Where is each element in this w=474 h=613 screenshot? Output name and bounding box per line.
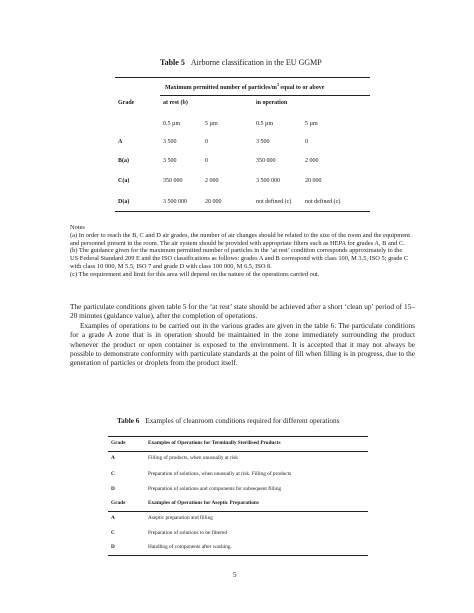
table6-mid-rule bbox=[108, 511, 368, 512]
table6-row-grade: D bbox=[111, 544, 115, 550]
table6-row-text: Preparation of solutions to be filtered bbox=[148, 530, 227, 536]
table5-col-in-operation: in operation bbox=[256, 100, 288, 106]
body-paragraph-1: The particulate conditions given table 5 for the ‘at rest’ state should be achieved after a short ‘clean up’ period of 15–20 minutes (guidance value), after the completion of operations. bbox=[70, 302, 415, 321]
table5-cell: 3 500 000 bbox=[256, 178, 280, 184]
note-b: (b) The guidance given for the maximum permitted number of particles in the ‘at rest’ condition corresponds approximately to the US Federal Standard 209 E and the ISO classifications as follows: grades A and B correspond with class 100, M 3.5, ISO 5; grade C with class 10 000, M 5.5, ISO 7 and grade D with class 100 000, M 6.5, ISO 8. bbox=[70, 247, 409, 270]
table5-caption-label: Table 5 bbox=[160, 58, 185, 67]
table6-caption bbox=[117, 417, 339, 425]
table6-row-text: Preparation of solutions, when unusually at risk. Filling of products bbox=[148, 471, 292, 477]
table5-size-4: 5 µm bbox=[305, 121, 318, 127]
table5-cell: 3 500 000 bbox=[163, 199, 187, 205]
table6-row-text: Filling of products, when unusually at risk bbox=[148, 455, 238, 461]
table5-span-header: Maximum permitted number of particles/$m^3$ equal to or above bbox=[165, 82, 325, 91]
table6-row-grade: C bbox=[111, 530, 115, 536]
table5-cell: 0 bbox=[305, 139, 308, 145]
table6-top-rule bbox=[108, 436, 368, 437]
table5-col-grade: Grade bbox=[118, 100, 135, 106]
table6-row-text: Aseptic preparation and filling bbox=[148, 515, 213, 521]
table6-row-grade: A bbox=[111, 515, 115, 521]
table5-cell: 20 000 bbox=[305, 178, 322, 184]
table5-row-grade: B(a) bbox=[118, 158, 129, 164]
body-paragraph-2: Examples of operations to be carried out in the various grades are given in the table 6. The particulate conditions for a grade A zone that is in operation should be maintained in the zone immediately surrounding the product whenever the product or open container is exposed to the environment. It is accepted that it may not always be possible to demonstrate conformity with particulate standards at the point of fill when filling is in progress, due to the generation of particles or droplets from the product itself. bbox=[70, 320, 415, 368]
body-paragraphs bbox=[70, 302, 415, 368]
notes-title: Notes bbox=[70, 224, 85, 231]
table5-top-rule bbox=[115, 77, 370, 78]
table6-row-text: Handling of components after washing. bbox=[148, 544, 232, 550]
table5-row-grade: A bbox=[118, 139, 123, 145]
table5-cell: 2 000 bbox=[305, 158, 319, 164]
table6-row-grade: D bbox=[111, 486, 115, 492]
table5-size-3: 0.5 µm bbox=[256, 121, 274, 127]
table5-span-rule bbox=[160, 95, 370, 96]
table5-size-1: 0.5 µm bbox=[163, 121, 181, 127]
table6-col-grade: Grade bbox=[111, 440, 126, 446]
table5-row-grade: C(a) bbox=[118, 178, 130, 184]
table6-header-rule bbox=[108, 451, 368, 452]
table6-bottom-rule bbox=[108, 555, 368, 556]
table5-cell: 3 500 bbox=[256, 139, 270, 145]
table6-row-text: Preparation of solutions and components for subsequent filling bbox=[148, 486, 282, 492]
table6-caption-text: Examples of cleanroom conditions required for different operations bbox=[145, 417, 340, 425]
table5-notes bbox=[70, 224, 410, 279]
page-number: 5 bbox=[233, 571, 237, 579]
table5-cell: 350 000 bbox=[163, 178, 183, 184]
table5-cell: 0 bbox=[205, 158, 208, 164]
table6-row-grade: C bbox=[111, 471, 115, 477]
table5-cell: not defined (c) bbox=[305, 199, 341, 205]
note-a: (a) In order to reach the B, C and D air grades, the number of air changes should be related to the size of the room and the equipment and personnel present in the room. The air system should be provided with appropriate filters such as HEPA for grades A, B and C. bbox=[70, 231, 411, 247]
note-c: (c) The requirement and limit for this area will depend on the nature of the operations carried out. bbox=[70, 270, 320, 278]
table6-heading-aseptic: Examples of Operations for Aseptic Preparations bbox=[148, 500, 259, 506]
table6-row-grade: A bbox=[111, 455, 115, 461]
table6-col-grade-2: Grade bbox=[111, 500, 126, 506]
table5-cell: 3 500 bbox=[163, 139, 177, 145]
table5-cell: 3 500 bbox=[163, 158, 177, 164]
table5-cell: 20 000 bbox=[205, 199, 222, 205]
table5-col-at-rest: at rest (b) bbox=[163, 100, 188, 106]
table6-caption-label: Table 6 bbox=[117, 417, 140, 425]
table5-row-grade: D(a) bbox=[118, 199, 130, 205]
table5-cell: 2 000 bbox=[205, 178, 219, 184]
table5-bottom-rule bbox=[115, 211, 370, 212]
table6-heading-terminal: Examples of Operations for Terminally Sterilised Products bbox=[148, 440, 281, 446]
table5-cell: not defined (c) bbox=[256, 199, 292, 205]
table5-header-superscript: 3 bbox=[276, 82, 279, 87]
table5-cell: 0 bbox=[205, 139, 208, 145]
table5-cell: 350 000 bbox=[256, 158, 276, 164]
table5-caption bbox=[160, 58, 322, 67]
table5-size-2: 5 µm bbox=[205, 121, 218, 127]
table5-caption-text: Airborne classification in the EU GGMP bbox=[190, 58, 322, 67]
